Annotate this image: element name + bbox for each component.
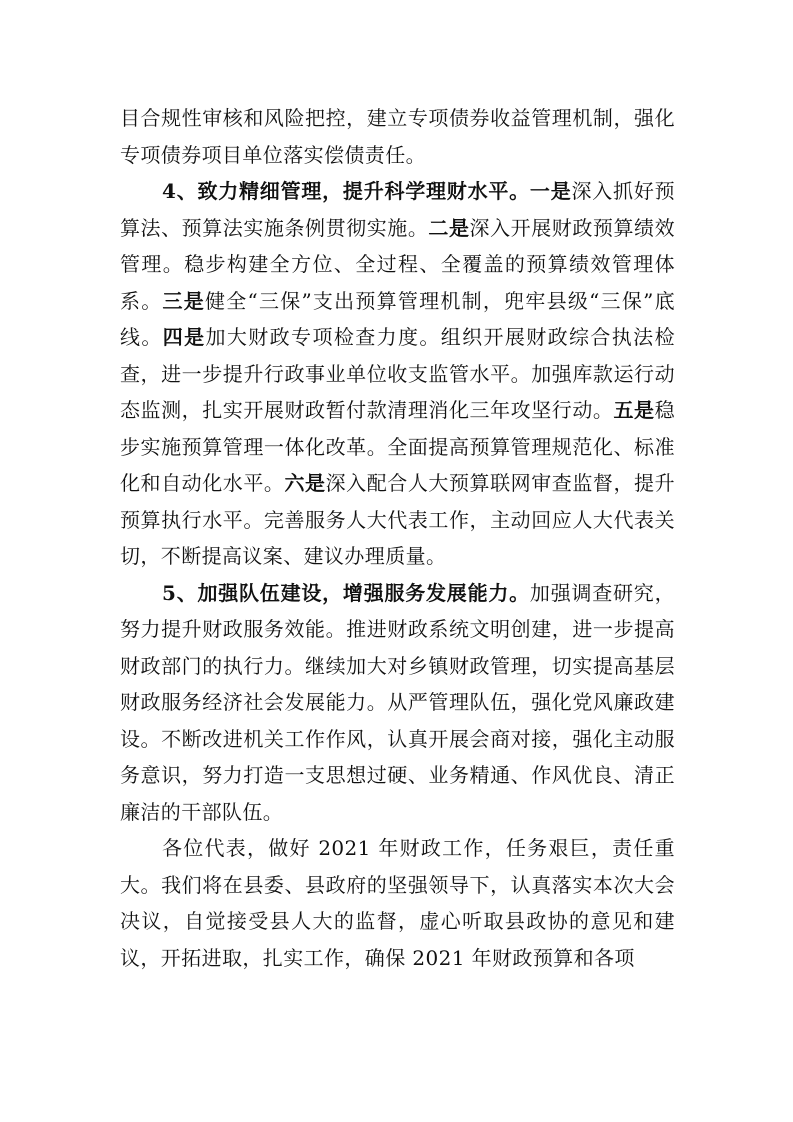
paragraph-3 — [120, 575, 675, 831]
item-text-6: 深入配合人大预算联网审查监督，提升预算执行水平。完善服务人大代表工作，主动回应人大代表关切，不断提高议案、建议办理质量。 — [120, 471, 675, 568]
item-label-1: 一是 — [529, 179, 572, 203]
section-4-heading: 4、致力精细管理，提升科学理财水平。 — [162, 179, 530, 203]
item-label-2: 二是 — [428, 215, 470, 240]
item-text-2: 深入开展财政预算绩效管理。稳步构建全方位、全过程、全覆盖的预算绩效管理体系。 — [120, 215, 675, 313]
item-text-5: 稳步实施预算管理一体化改革。全面提高预算管理规范化、标准化和自动化水平。 — [120, 398, 675, 495]
section-5-text: 加强调查研究，努力提升财政服务效能。推进财政系统文明创建，进一步提高财政部门的执行力。继续加大对乡镇财政管理，切实提高基层财政服务经济社会发展能力。从严管理队伍，强化党风廉政建设。不断改进机关工作作风，认真开展会商对接，强化主动服务意识，努力打造一支思想过硬、业务精通、作风优良、清正廉洁的干部队伍。 — [120, 580, 675, 824]
item-label-6: 六是 — [284, 471, 326, 495]
item-text-1: 深入抓好预算法、预算法实施条例贯彻实施。 — [120, 179, 675, 240]
item-label-3: 三是 — [162, 288, 205, 313]
item-text-3: 健全“三保”支出预算管理机制，兜牢县级“三保”底线。 — [120, 288, 675, 349]
paragraph-1 — [120, 100, 675, 173]
closing-text: 各位代表，做好 2021 年财政工作，任务艰巨，责任重大。我们将在县委、县政府的坚强领导下，认真落实本次大会决议，自觉接受县人大的监督，虚心听取县政协的意见和建议，开拓进取，扎实工作，确保 2021 年财政预算和各项 — [120, 836, 675, 970]
section-5-heading: 5、加强队伍建设，增强服务发展能力。 — [162, 580, 530, 605]
item-label-4: 四是 — [162, 325, 206, 349]
paragraph-1-text: 目合规性审核和风险把控，建立专项债券收益管理机制，强化专项债券项目单位落实偿债责任。 — [120, 106, 675, 167]
paragraph-2 — [120, 173, 675, 575]
item-label-5: 五是 — [613, 398, 655, 422]
item-text-4: 加大财政专项检查力度。组织开展财政综合执法检查，进一步提升行政事业单位收支监管水平。加强库款运行动态监测，扎实开展财政暂付款清理消化三年攻坚行动。 — [120, 325, 675, 422]
document-body — [120, 100, 675, 976]
paragraph-4 — [120, 830, 675, 976]
